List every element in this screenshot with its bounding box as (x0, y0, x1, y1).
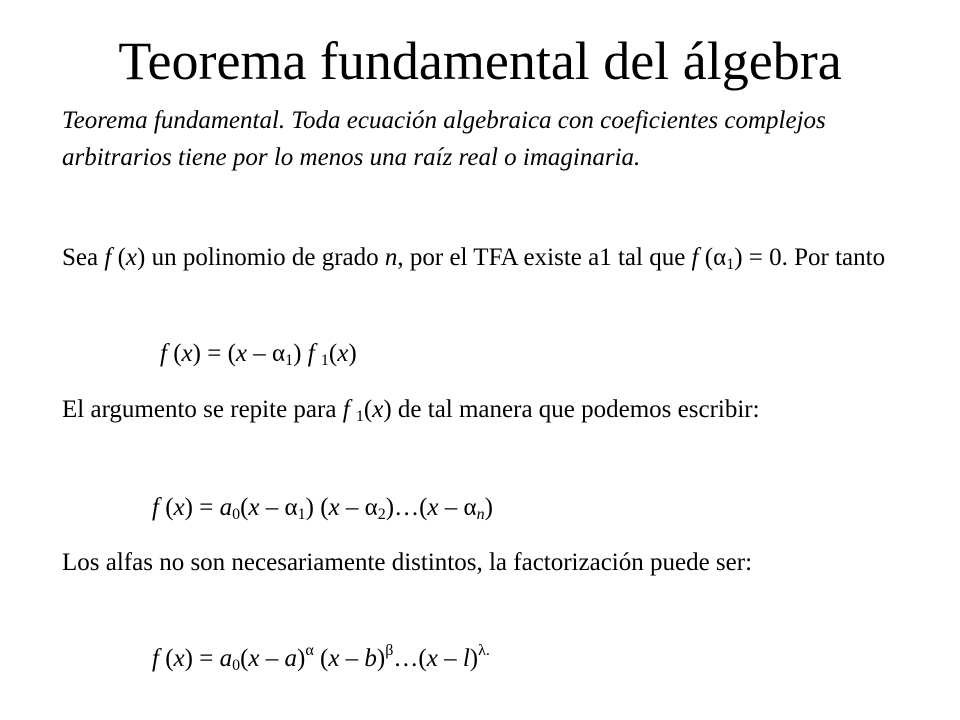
alpha-symbol: α (364, 494, 378, 521)
eq-fragment: ( (166, 340, 182, 367)
variable: x (372, 396, 384, 423)
function-symbol: f (152, 494, 159, 521)
variable: x (426, 645, 438, 672)
alpha-symbol: α (284, 494, 298, 521)
subscript: 1 (726, 256, 735, 273)
eq-fragment: …( (393, 645, 427, 672)
function-symbol: f (342, 396, 350, 423)
subscript: 1 (285, 352, 294, 369)
paragraph-multiplicity: Los alfas no son necesariamente distintos, la factorización puede ser: (62, 549, 753, 576)
text-fragment: ) de tal manera que podemos escribir: (383, 396, 760, 423)
function-symbol: f (307, 340, 315, 367)
subscript: 2 (377, 506, 386, 523)
eq-fragment: – (438, 494, 464, 521)
eq-fragment: – (339, 494, 365, 521)
eq-fragment: – (259, 494, 285, 521)
eq-fragment: – (247, 340, 272, 367)
variable: x (337, 340, 349, 367)
eq-fragment: ( (158, 494, 174, 521)
function-symbol: f (691, 244, 699, 271)
eq-fragment: ) (484, 494, 493, 521)
theorem-statement: Teorema fundamental. Toda ecuación algebraica con coeficientes complejos arbitrarios tiene por lo menos una raíz real o imaginaria. (62, 107, 826, 171)
eq-fragment: ) (297, 645, 306, 672)
eq-fragment: ) (293, 340, 308, 367)
text-fragment: El argumento se repite para (62, 396, 343, 423)
variable: x (328, 494, 340, 521)
text-fragment: Sea (62, 244, 105, 271)
paragraph-repeat (62, 391, 892, 428)
eq-fragment: ) ( (305, 494, 329, 521)
paragraph-polynomial (62, 239, 892, 276)
text-fragment: , por el TFA existe a1 tal que (397, 244, 692, 271)
text-fragment: ( (698, 244, 714, 271)
variable: x (173, 494, 185, 521)
variable: x (181, 340, 193, 367)
coefficient: a (219, 645, 233, 672)
eq-fragment: ( (158, 645, 174, 672)
text-fragment: ) = 0. Por tanto (734, 244, 886, 271)
eq-fragment: ) (376, 645, 386, 672)
eq-fragment: ( (240, 645, 249, 672)
eq-fragment: )…( (385, 494, 428, 521)
subscript: 0 (232, 657, 241, 674)
eq-fragment: ) (348, 340, 357, 367)
root-symbol: a (284, 645, 298, 672)
alpha-symbol: α (463, 494, 477, 521)
function-symbol: f (152, 645, 159, 672)
text-fragment: ( (363, 396, 373, 423)
variable: n (384, 244, 398, 271)
eq-fragment: ) (469, 645, 479, 672)
eq-fragment: ( (328, 340, 338, 367)
eq-fragment: ) = (184, 645, 220, 672)
eq-fragment: ( (313, 645, 329, 672)
variable: x (173, 645, 185, 672)
alpha-symbol: α (713, 244, 727, 271)
equation-full-factorization (152, 489, 493, 526)
coefficient: a (219, 494, 233, 521)
eq-fragment: – (437, 645, 463, 672)
text-fragment: ) un polinomio de grado (137, 244, 385, 271)
eq-fragment: – (259, 645, 285, 672)
subscript: n (476, 506, 485, 523)
root-symbol: l (462, 645, 470, 672)
subscript: 0 (232, 506, 241, 523)
subscript: 1 (320, 352, 329, 369)
eq-fragment: ) = ( (192, 340, 236, 367)
superscript: α (305, 642, 314, 659)
variable: x (427, 494, 439, 521)
superscript: λ. (478, 642, 490, 659)
variable: x (125, 244, 137, 271)
root-symbol: b (364, 645, 377, 672)
eq-fragment: ( (240, 494, 249, 521)
variable: x (248, 494, 260, 521)
superscript: β (385, 642, 394, 659)
alpha-symbol: α (272, 340, 286, 367)
slide-title: Teorema fundamental del álgebra (118, 31, 842, 91)
text-fragment: ( (111, 244, 126, 271)
equation-first-factor (160, 335, 357, 372)
variable: x (328, 645, 340, 672)
eq-fragment: ) = (184, 494, 220, 521)
subscript: 1 (297, 506, 306, 523)
equation-multiplicity (152, 640, 490, 677)
function-symbol: f (160, 340, 167, 367)
subscript: 1 (355, 408, 364, 425)
variable: x (248, 645, 260, 672)
eq-fragment: – (339, 645, 365, 672)
function-symbol: f (104, 244, 112, 271)
variable: x (235, 340, 247, 367)
